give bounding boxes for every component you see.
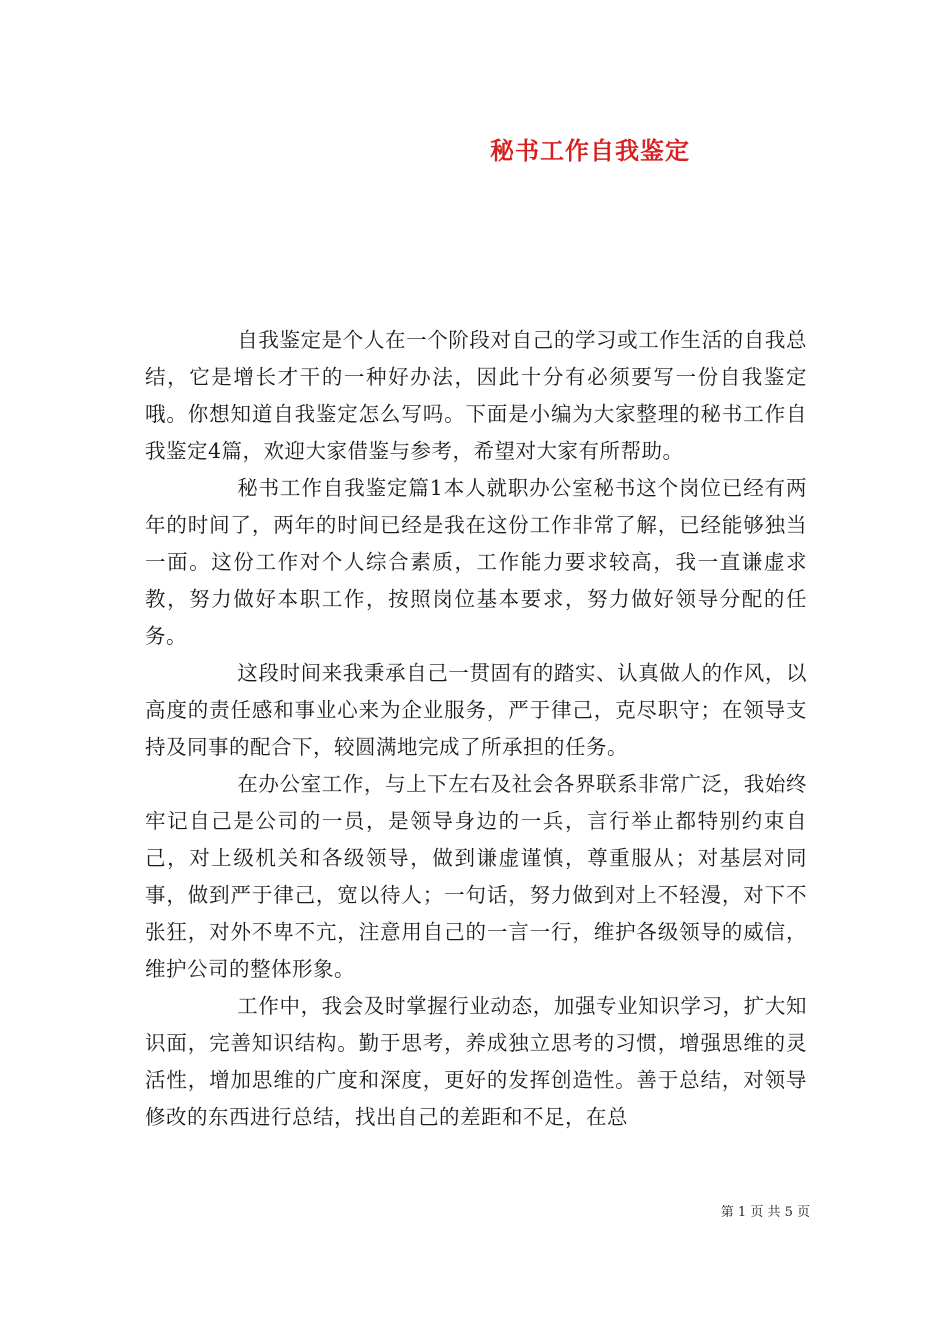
- paragraph-3: 这段时间来我秉承自己一贯固有的踏实、认真做人的作风，以高度的责任感和事业心来为企业服务，严于律己，克尽职守；在领导支持及同事的配合下，较圆满地完成了所承担的任务。: [145, 661, 807, 759]
- title-area: [0, 0, 950, 200]
- page-number-footer: 第 1 页 共 5 页: [720, 1205, 810, 1220]
- document-title: 秘书工作自我鉴定: [490, 136, 690, 165]
- paragraph-5: 工作中，我会及时掌握行业动态，加强专业知识学习，扩大知识面，完善知识结构。勤于思考，养成独立思考的习惯，增强思维的灵活性，增加思维的广度和深度，更好的发挥创造性。善于总结，对领导修改的东西进行总结，找出自己的差距和不足，在总: [145, 994, 807, 1129]
- document-body: [145, 322, 807, 1136]
- paragraph-1: 自我鉴定是个人在一个阶段对自己的学习或工作生活的自我总结，它是增长才干的一种好办法，因此十分有必须要写一份自我鉴定哦。你想知道自我鉴定怎么写吗。下面是小编为大家整理的秘书工作自我鉴定4篇，欢迎大家借鉴与参考，希望对大家有所帮助。: [145, 328, 807, 463]
- paragraph-2: 秘书工作自我鉴定篇1本人就职办公室秘书这个岗位已经有两年的时间了，两年的时间已经是我在这份工作非常了解，已经能够独当一面。这份工作对个人综合素质，工作能力要求较高，我一直谦虚求教，努力做好本职工作，按照岗位基本要求，努力做好领导分配的任务。: [145, 476, 807, 648]
- paragraph-4: 在办公室工作，与上下左右及社会各界联系非常广泛，我始终牢记自己是公司的一员，是领导身边的一兵，言行举止都特别约束自己，对上级机关和各级领导，做到谦虚谨慎，尊重服从；对基层对同事，做到严于律己，宽以待人；一句话，努力做到对上不轻漫，对下不张狂，对外不卑不亢，注意用自己的一言一行，维护各级领导的威信，维护公司的整体形象。: [145, 772, 807, 981]
